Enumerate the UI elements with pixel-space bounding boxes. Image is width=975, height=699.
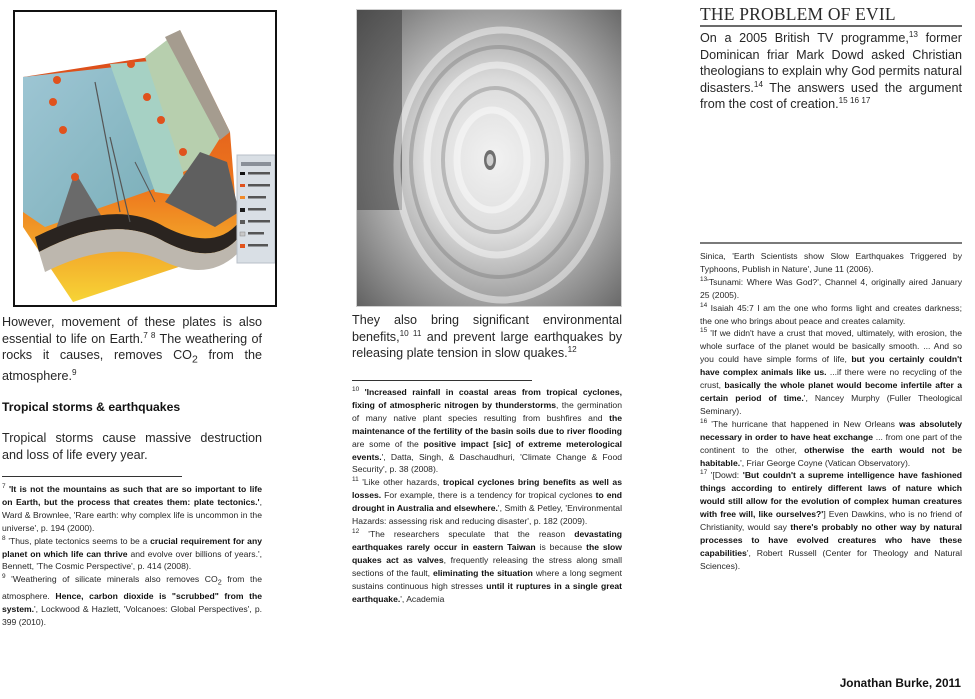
footnote-separator: [2, 476, 182, 477]
footnote-9: $^9$ 'Weathering of silicate minerals also removes $CO_2$ from the atmosphere. Hence, carbon dioxide is "scrubbed" from the system.', Lockwood & Hazlett, 'Volcanoes: Global Perspectives', p. 399 (2010).: [2, 573, 262, 627]
footnote-ref[interactable]: 10 11: [399, 328, 422, 338]
footnote-ref[interactable]: 14: [753, 79, 764, 89]
footnote-ref[interactable]: 12: [567, 345, 577, 354]
footnote-12-continuation: Sinica, 'Earth Scientists show Slow Earthquakes Triggered by Typhoons, Publish in Nature', June 11 (2006).: [700, 251, 962, 274]
title-underline: [700, 25, 962, 27]
section-heading: Tropical storms & earthquakes: [2, 400, 181, 414]
footnote-12: $^{12}$ 'The researchers speculate that the reason devastating earthquakes rarely occur in eastern Taiwan is because the slow quakes act as valves, frequently releasing the stress along small sections of the fault, eliminating the situation where a long segment sustains continuous high stresses until it ruptures in a single great earthquake.', Academia: [352, 528, 623, 604]
footnote-ref[interactable]: 9: [72, 368, 77, 378]
footnote-ref[interactable]: 13: [908, 29, 918, 39]
footnote-17: $^{17}$ '[Dowd: 'But couldn't a supreme intelligence have fashioned things according to entirely different laws of nature which would still allow for the evolution of complex human creatures with free will, like ourselves?'] Even Dawkins, who is no friend of Christianity, would say there's probably no other way by natural processes to have evolved creatures who have these capabilities', Robert Russell (Center for Theology and Natural Sciences).: [700, 469, 962, 571]
cyclone-satellite-image: [356, 9, 622, 307]
column2-paragraph: They also bring significant environmental benefits,$^{10 11}$ and prevent large earthquakes by releasing plate tension in slow quakes.$^{12}$: [352, 313, 622, 361]
footnote-15: $^{15}$ 'If we didn't have a crust that moved, ultimately, with erosion, the whole surface of the planet would be basically smooth. ... And so you could have simple forms of life, but you certainly couldn't have complex animals like us. ...if there were no recycling of the crust, basically the whole planet would become infertile after a certain period of time.', Nancey Murphy (Fuller Theological Seminary).: [700, 327, 962, 416]
footnote-8: $^8$ 'Thus, plate tectonics seems to be a crucial requirement for any planet on which life can thrive and evolve over billions of years.', Bennett, 'The Cosmic Perspective', p. 414 (2008).: [2, 534, 262, 572]
footnote-ref[interactable]: 15 16 17: [838, 96, 871, 106]
footnote-separator: [352, 380, 532, 381]
footnote-14: $^{14}$ Isaiah 45:7 I am the one who forms light and creates darkness; the one who brings about peace and creates calamity.: [700, 301, 962, 326]
cyclone-illustration: [357, 10, 621, 306]
footnote-ref[interactable]: 7 8: [143, 330, 156, 340]
column3-paragraph: On a 2005 British TV programme,$^{13}$ former Dominican friar Mark Dowd asked Christian theologians to explain why God permits natural disasters.$^{14}$ The answers used the argument from the cost of creation.$^{15 16 17}$: [700, 29, 962, 112]
diagram-legend: [237, 155, 275, 263]
footnote-11: $^{11}$ 'Like other hazards, tropical cyclones bring benefits as well as losses. For example, there is a tendency for tropical cyclones to end drought in Australia and elsewhere.', Smith & Petley, 'Environmental Hazards: assessing risk and reducing disaster', p. 182 (2009).: [352, 476, 622, 527]
column1-paragraph: However, movement of these plates is also essential to life on Earth.$^{7 8}$ The weathering of rocks it causes, removes $CO_2$ from the atmosphere.$^9$: [2, 315, 262, 384]
column1-footnotes: [2, 483, 262, 629]
footnote-7: $^7$ 'It is not the mountains as such that are so important to life on Earth, but the process that creates them: plate tectonics.', Ward & Brownlee, 'Rare earth: why complex life is uncommon in the universe', p. 194 (2000).: [2, 483, 263, 533]
footnote-10: $^{10}$ 'Increased rainfall in coastal areas from tropical cyclones, fixing of atmospheric nitrogen by thunderstorms, the germination of many native plant species resulting from bushfires and the maintenance of the fertility of the basin soils due to river flooding are some of the positive impact [sic] of extreme meterological events.', Datta, Singh, & Daschaudhuri, 'Climate Change & Food Security', p. 38 (2008).: [352, 386, 623, 475]
plate-tectonics-diagram: [13, 10, 277, 307]
footnote-13: $^{13}$'Tsunami: Where Was God?', Channel 4, originally aired January 25 (2005).: [700, 275, 962, 300]
column3-footnotes: [700, 250, 962, 573]
column1-paragraph-2: Tropical storms cause massive destruction and loss of life every year.: [2, 431, 262, 462]
column2-footnotes: [352, 386, 622, 605]
plate-tectonics-illustration: [15, 12, 275, 305]
footnote-separator: [700, 242, 962, 244]
footnote-16: $^{16}$ 'The hurricane that happened in New Orleans was absolutely necessary in order to have heat exchange ... from one part of the continent to the other, otherwise the earth would not be habitable.', Friar George Coyne (Vatican Observatory).: [700, 417, 962, 468]
page-title: THE PROBLEM OF EVIL: [700, 4, 896, 24]
author-signature: Jonathan Burke, 2011: [839, 676, 961, 690]
